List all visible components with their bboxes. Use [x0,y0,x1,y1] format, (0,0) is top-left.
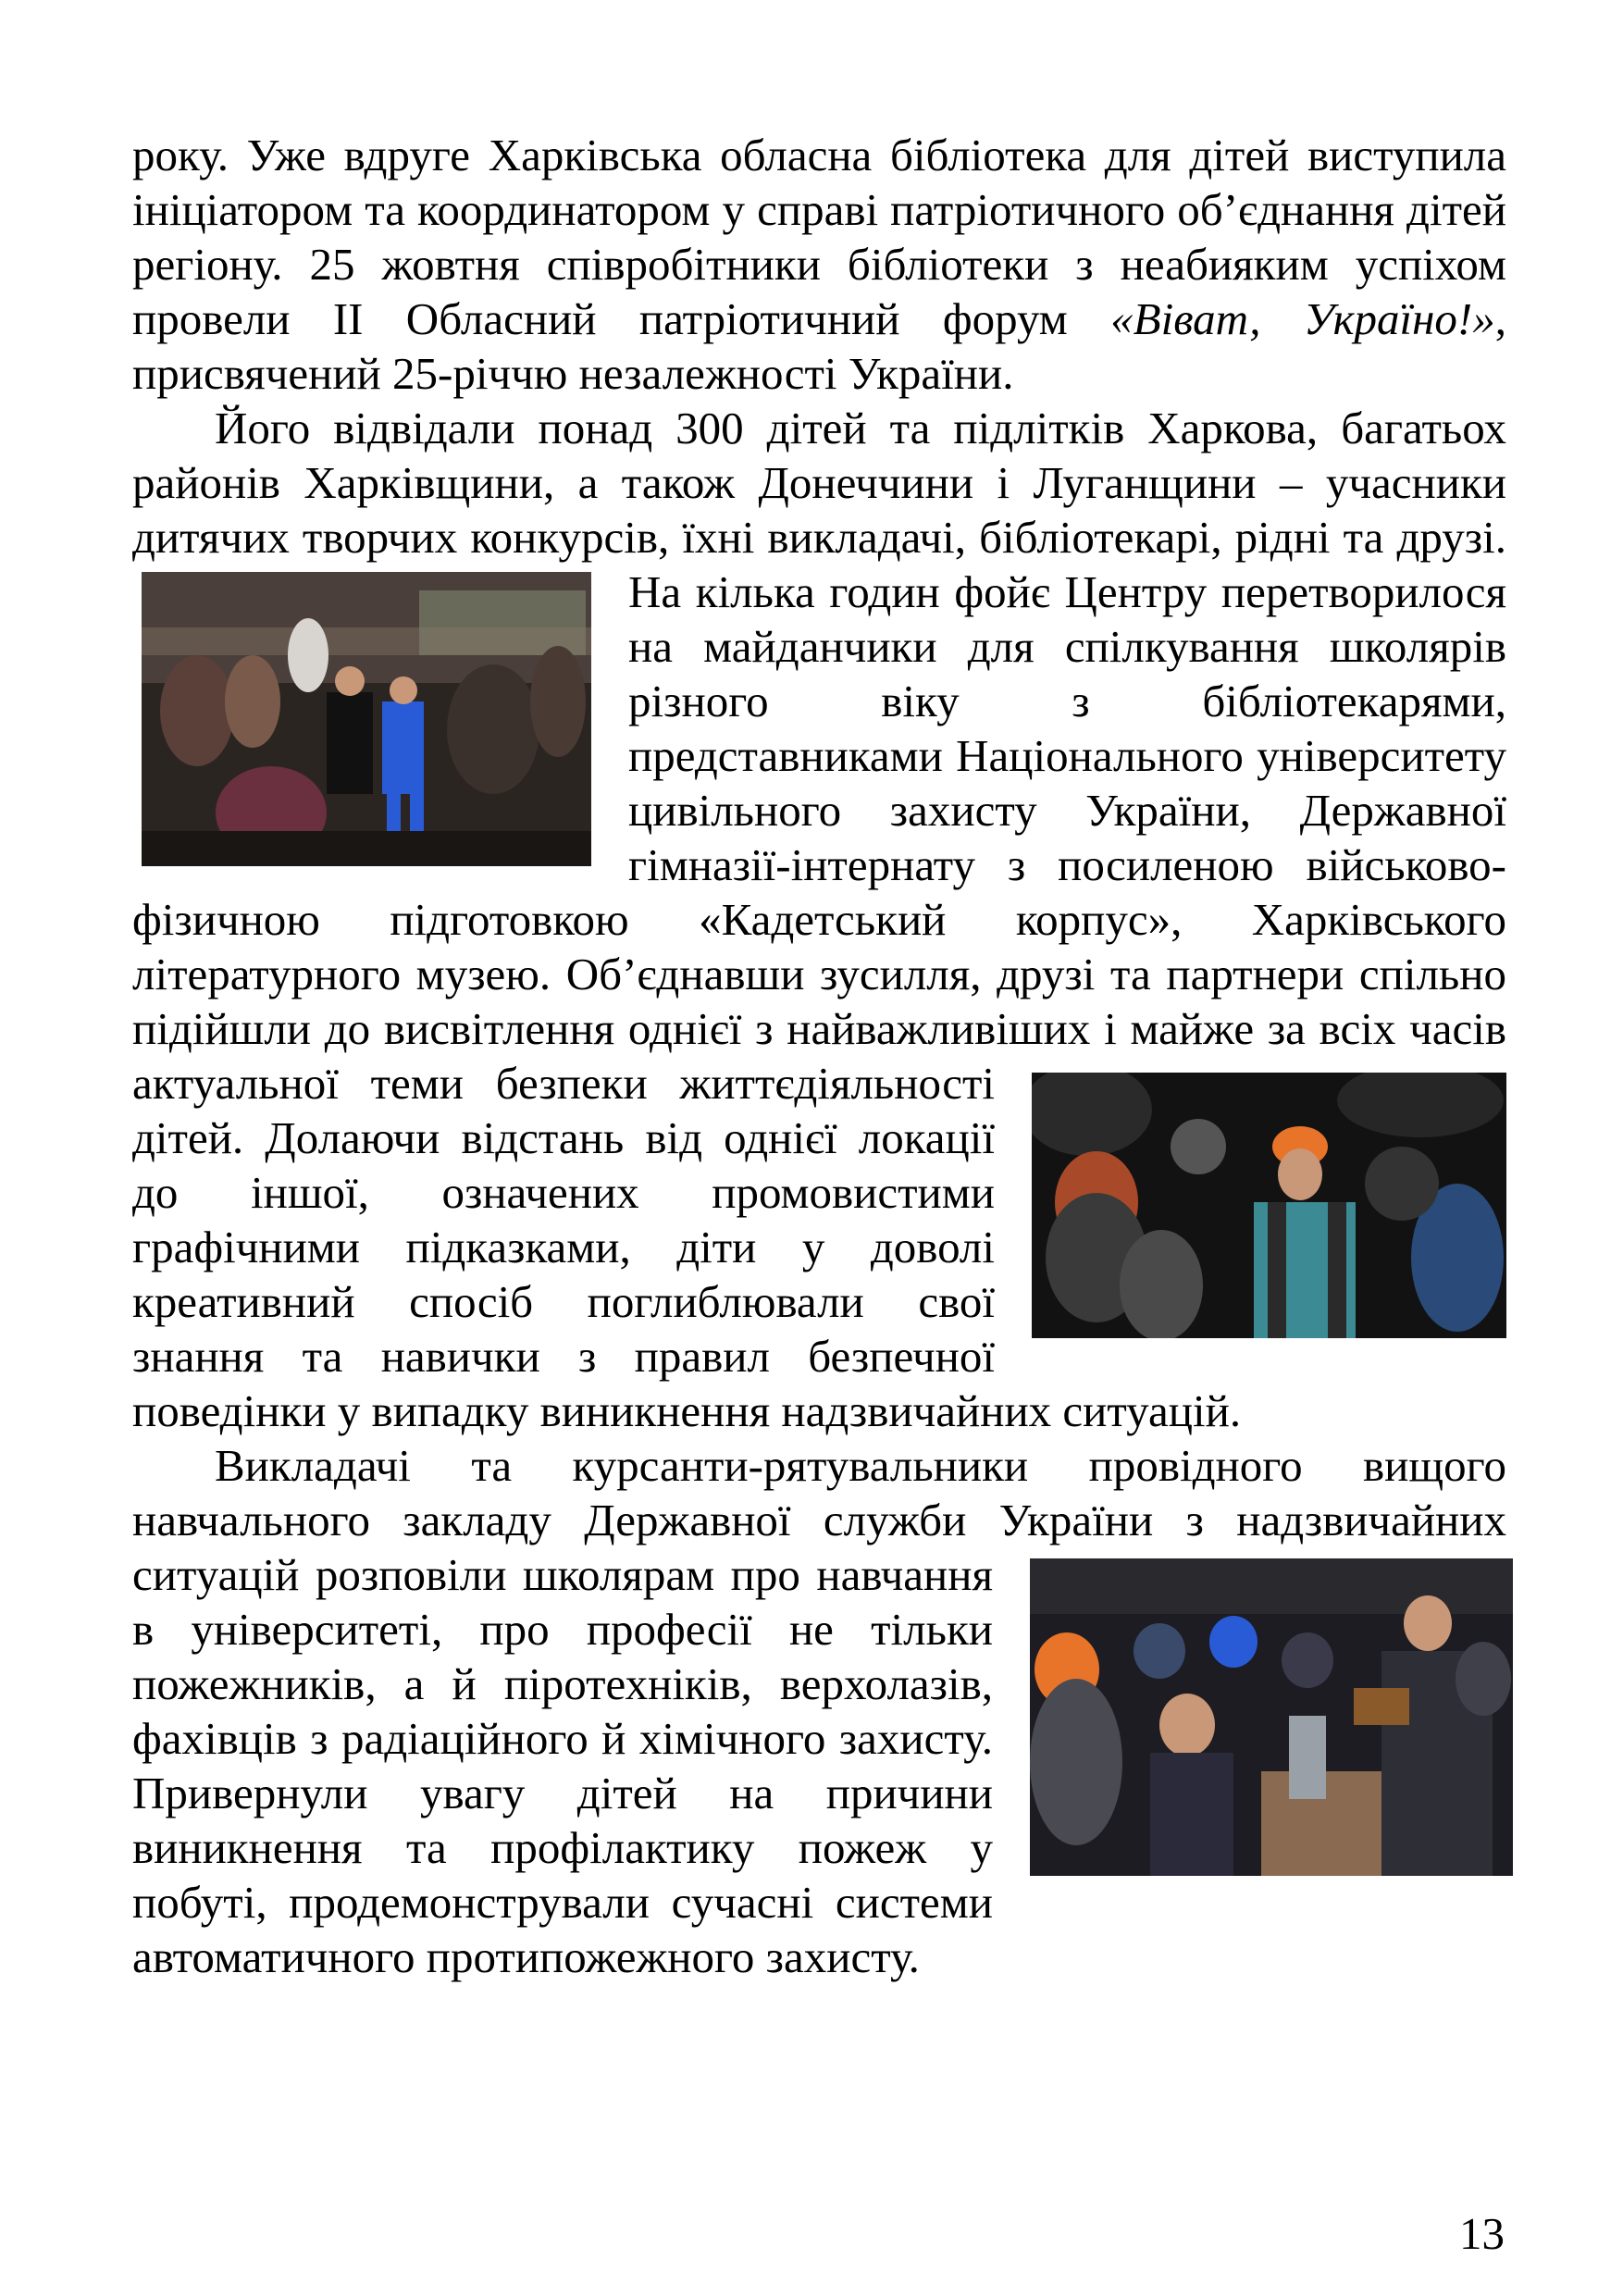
university-demo-photo-image [1030,1558,1513,1876]
paragraph-2 [132,401,1506,1438]
paragraph-2-text-a: Його відвідали понад 300 дітей та підлітків Харкова, багатьох районів Харківщини, а також Донеччини і Луганщини – учасники дитячих творчих конкурсів, їхні викладачі, бібліотекарі, рідні та друзі. На кілька годин фойє [132,403,1506,617]
university-demo-photo [1030,1558,1513,1876]
paragraph-2-text-b: Центру перетворилося на майданчики для спілкування школярів різного віку з бібліотекарями, представниками Національного університету цивільного захисту України, Державної гімназії-інтернату з посиленою військово-фізичною підготовкою «Кадетський корпус», Харківського літературного музею. Об’єднавши зусилля, друзі та партнери спільно підійшли до висвітлення однієї з найважливіших і [132,566,1506,1054]
paragraph-3-text-b: надзвичайних ситуацій розповіли школярам про навчання в університеті, про професії не тільки пожежників, а й піротехніків, верхолазів, фахівців з радіаційного й хімічного захисту. Привернули увагу дітей на причини виникнення та профілактику пожеж у побуті, продемонстрували сучасні системи автоматичного протипожежного захисту. [132,1495,1506,1982]
paragraph-2-text-c: майже за всіх часів актуальної теми безпеки життєдіяльності дітей. Долаючи відстань від однієї локації до іншої, означених промовистими графічними підказками, діти у доволі креативний спосіб поглиблювали свої знання та навички з правил безпечної поведінки у випадку виникнення надзвичайних ситуацій. [132,1003,1507,1436]
boxing-event-photo-image [142,572,591,866]
paragraph-3 [132,1438,1506,1984]
page-number: 13 [1459,2208,1505,2259]
page-body [132,128,1506,1984]
paragraph-1-text-a: року. Уже вдруге Харківська обласна бібліотека для дітей виступила ініціатором та координатором у справі патріотичного об’єднання дітей регіону. 25 жовтня співробітники бібліотеки з неабияким успіхом провели II Обласний патріотичний форум [132,130,1506,344]
forum-title: «Віват, Україно!» [1110,293,1495,344]
paragraph-3-text-a: Викладачі та курсанти-рятувальники провідного вищого навчального закладу Державної служби України з [132,1440,1506,1545]
paragraph-1-text-b: , присвячений 25-річчю незалежності України. [132,293,1506,399]
paragraph-1 [132,128,1506,401]
rescue-helmet-photo [1032,1073,1506,1338]
boxing-event-photo [142,572,591,866]
rescue-helmet-photo-image [1032,1073,1506,1338]
